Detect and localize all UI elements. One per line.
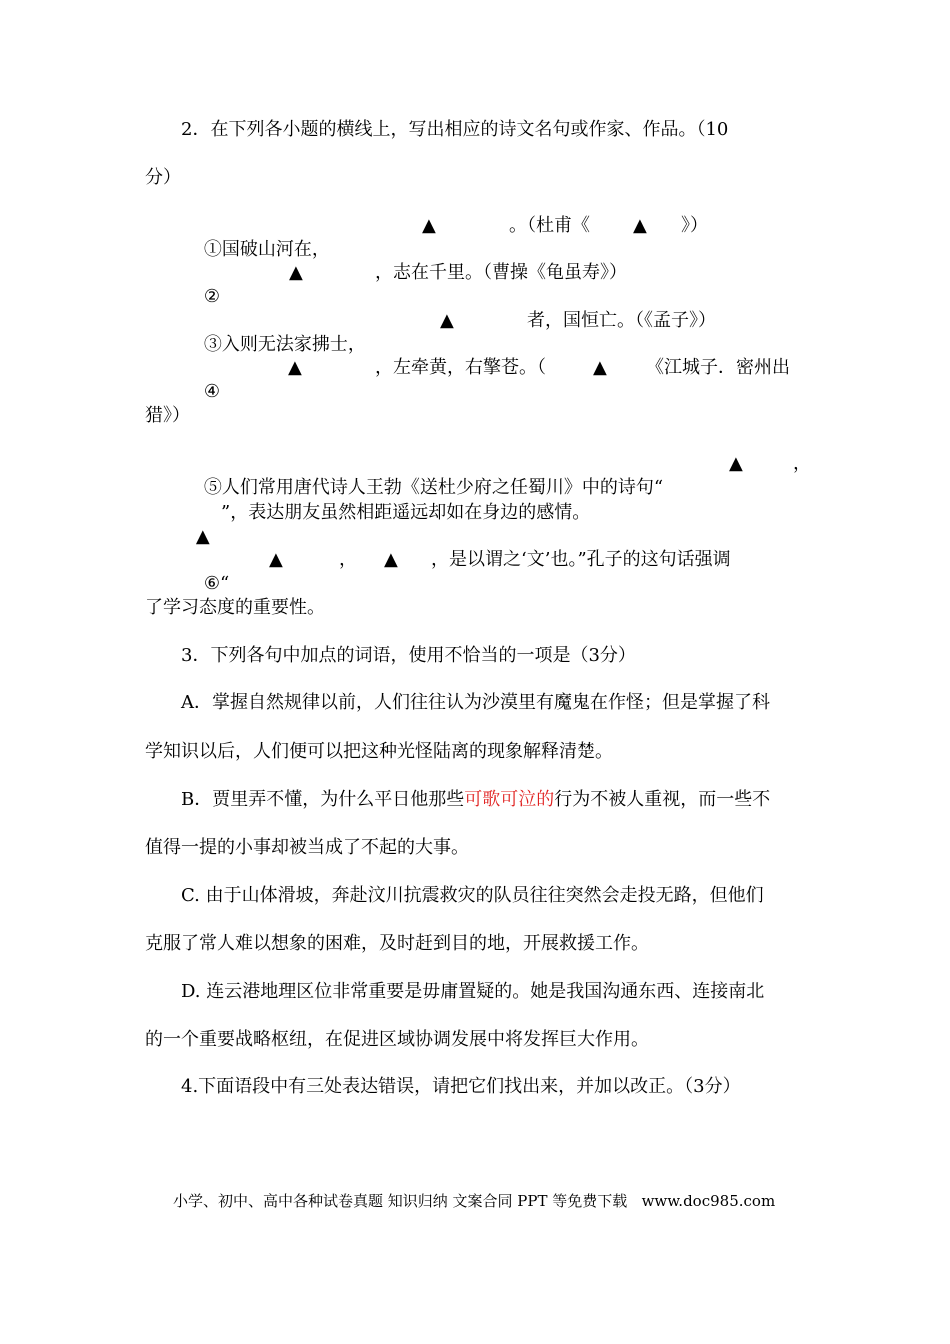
q3-option-a: A．掌握自然规律以前，人们往往认为沙漠里有魔鬼在作怪；但是掌握了科 [181, 692, 770, 713]
blank-marker: ▲ [633, 215, 647, 236]
q3-option-b-text-pre: B．贾里弄不懂，为什么平日他那些 [181, 789, 465, 810]
q2-item-1 [181, 214, 801, 260]
blank-marker: ▲ [269, 549, 283, 570]
blank-marker: ▲ [288, 357, 302, 378]
q2-item-2-text-a: ② [203, 286, 221, 307]
q2-item-5-text-a: ⑤人们常用唐代诗人王勃《送杜少府之任蜀川》中的诗句“ [203, 477, 664, 498]
q2-item-6-text-b: ， [339, 549, 357, 570]
blank-marker: ▲ [195, 526, 210, 547]
q3-option-b-text-post: 行为不被人重视，而一些不 [554, 789, 771, 810]
q2-item-1-text-a: ①国破山河在， [203, 239, 330, 260]
q3-option-c-cont: 克服了常人难以想象的困难，及时赶到目的地，开展救援工作。 [145, 933, 649, 954]
blank-marker: ▲ [729, 453, 743, 474]
q3-option-c: C. 由于山体滑坡，奔赴汶川抗震救灾的队员往往突然会走投无路，但他们 [181, 885, 764, 906]
q2-item-6-text-c: ，是以谓之‘文’也。”孔子的这句话强调 [431, 549, 731, 570]
q2-item-2-text-b: ，志在千里。（曹操《龟虽寿》） [375, 262, 627, 283]
q2-item-5 [181, 452, 811, 498]
q2-item-3 [181, 309, 801, 355]
q3-option-b-cont: 值得一提的小事却被当成了不起的大事。 [145, 837, 469, 858]
q3-option-b-highlight: 可歌可泣的 [464, 789, 555, 810]
q3-option-a-cont: 学知识以后，人们便可以把这种光怪陆离的现象解释清楚。 [145, 741, 613, 762]
q2-item-5-cont [173, 501, 673, 547]
q2-item-4-cont: 猎》） [145, 405, 190, 426]
q2-item-3-text-a: ③入则无法家拂士， [203, 334, 366, 355]
q2-item-4-text-a: ④ [203, 381, 221, 402]
q2-item-3-text-b: 者，国恒亡。（《孟子》） [527, 310, 716, 331]
q2-stem: 2．在下列各小题的横线上，写出相应的诗文名句或作家、作品。（10 [181, 119, 729, 140]
q2-item-6-cont: 了学习态度的重要性。 [145, 597, 325, 618]
q2-item-2 [181, 261, 801, 307]
q3-option-d-cont: 的一个重要战略枢纽，在促进区域协调发展中将发挥巨大作用。 [145, 1029, 649, 1050]
page-footer: 小学、初中、高中各种试卷真题 知识归纳 文案合同 PPT 等免费下载 www.doc985.com [173, 1192, 776, 1210]
blank-marker: ▲ [384, 549, 398, 570]
q3-stem: 3．下列各句中加点的词语，使用不恰当的一项是（3分） [181, 645, 636, 666]
q2-item-6 [181, 548, 811, 594]
q2-item-5-text-c: ”，表达朋友虽然相距遥远却如在身边的感情。 [221, 502, 591, 523]
q2-item-1-text-c: 》） [681, 215, 708, 236]
q2-item-1-text-b: 。（杜甫《 [509, 215, 590, 236]
blank-marker: ▲ [422, 215, 436, 236]
q2-item-5-text-b: ， [793, 453, 811, 474]
q2-item-4-text-b: ，左牵黄，右擎苍。（ [375, 357, 546, 378]
q2-item-4-text-c: 《江城子．密州出 [646, 357, 790, 378]
q4-stem: 4.下面语段中有三处表达错误，请把它们找出来，并加以改正。（3分） [181, 1076, 741, 1097]
q2-item-4 [181, 356, 811, 402]
blank-marker: ▲ [440, 310, 454, 331]
q2-stem-cont: 分） [145, 167, 181, 188]
q3-option-d: D. 连云港地理区位非常重要是毋庸置疑的。她是我国沟通东西、连接南北 [181, 981, 765, 1002]
blank-marker: ▲ [593, 357, 607, 378]
q2-item-6-text-a: ⑥“ [203, 573, 230, 594]
q3-option-b [181, 788, 770, 812]
blank-marker: ▲ [289, 262, 303, 283]
